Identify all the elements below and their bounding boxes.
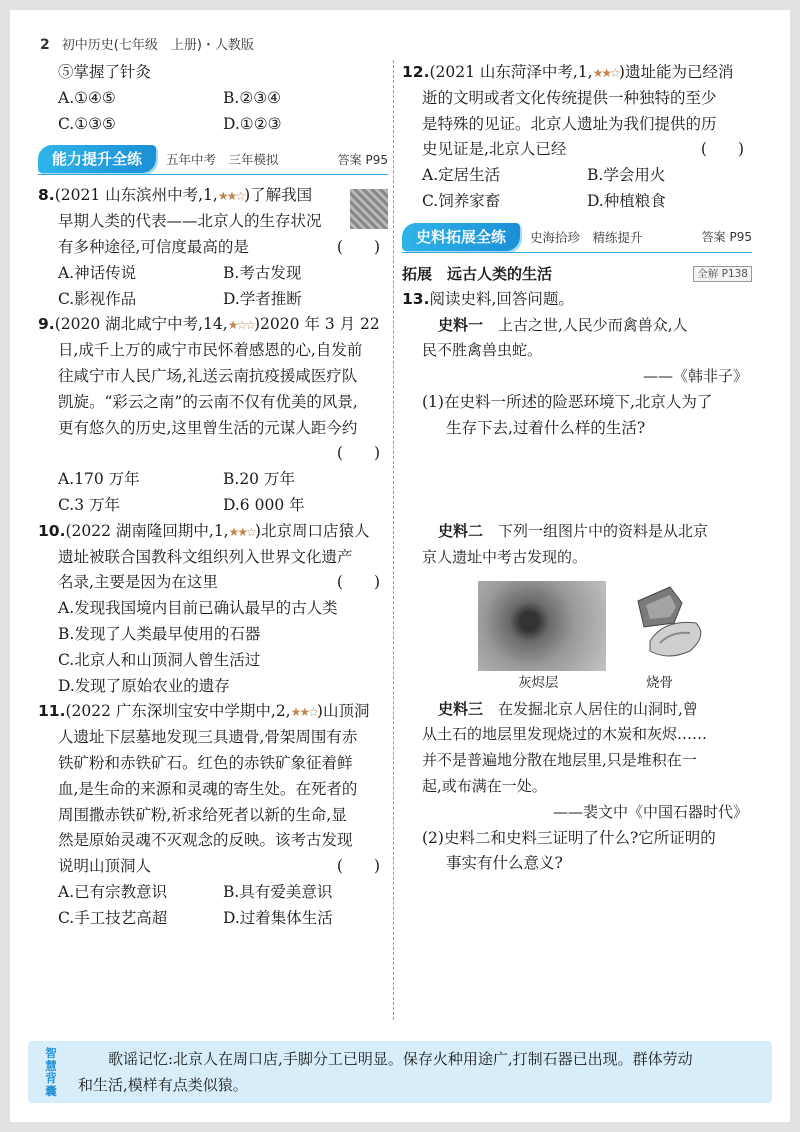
- section-banner-ability: [38, 143, 388, 175]
- question-9: [38, 312, 388, 518]
- question-number: 12.: [402, 63, 430, 81]
- option-c[interactable]: C.手工技艺高超: [58, 908, 168, 927]
- qr-code-icon[interactable]: [350, 189, 388, 229]
- difficulty-star-icon: ★☆☆: [227, 318, 254, 333]
- question-stem: 往咸宁市人民广场,礼送云南抗疫援咸医疗队: [58, 366, 358, 385]
- source-1-text: 民不胜禽兽虫蛇。: [422, 341, 543, 360]
- difficulty-star-icon: ★★☆: [290, 705, 317, 720]
- page-number: 2: [40, 37, 50, 53]
- question-stem: 有多种途径,可信度最高的是 ( ): [38, 235, 388, 261]
- section-banner-sources: [402, 221, 752, 253]
- option-d[interactable]: D.学者推断: [223, 289, 302, 308]
- banner-title: 能力提升全练: [38, 145, 156, 173]
- q8-options: [38, 261, 388, 287]
- question-number: 9.: [38, 315, 55, 334]
- banner-subtitle: 五年中考 三年模拟: [166, 152, 279, 168]
- option-a[interactable]: A.发现我国境内目前已确认最早的古人类: [58, 599, 338, 618]
- question-stem: 是特殊的见证。北京人遗址为我们提供的历: [422, 114, 717, 133]
- q7-options: [38, 86, 388, 112]
- figure-caption: 灰烬层: [518, 674, 559, 691]
- answer-space[interactable]: [402, 467, 752, 493]
- option-d[interactable]: D.过着集体生活: [223, 908, 333, 927]
- question-stem: 然是原始灵魂不灭观念的反映。该考古发现: [58, 831, 353, 850]
- q12-options-2: [402, 189, 752, 215]
- option-c[interactable]: C.3 万年: [58, 495, 121, 514]
- answer-blank[interactable]: ( ): [336, 573, 380, 592]
- question-12: [402, 60, 752, 215]
- question-stem: 凯旋。“彩云之南”的云南不仅有优美的风景,: [58, 392, 358, 411]
- full-solution-ref[interactable]: 全解 P138: [693, 266, 752, 282]
- topic-title: 拓展 远古人类的生活: [402, 264, 553, 283]
- question-11: [38, 699, 388, 931]
- question-stem: 逝的文明或者文化传统提供一种独特的至少: [422, 88, 717, 107]
- option-b[interactable]: B.具有爱美意识: [223, 882, 333, 901]
- subquestion-1: (1)在史料一所述的险恶环境下,北京人为了: [422, 392, 713, 411]
- option-d[interactable]: D.①②③: [223, 114, 282, 133]
- option-b[interactable]: B.考古发现: [223, 263, 302, 282]
- right-column: [402, 60, 752, 877]
- source-2: 史料二 下列一组图片中的资料是从北京: [438, 521, 709, 540]
- option-a[interactable]: A.①④⑤: [58, 88, 116, 107]
- option-c[interactable]: C.北京人和山顶洞人曾生活过: [58, 650, 261, 669]
- tip-box: [28, 1041, 772, 1103]
- source-3-citation: ——裴文中《中国石器时代》: [552, 802, 748, 821]
- option-a[interactable]: A.定居生活: [422, 166, 501, 185]
- subquestion-2-cont: 事实有什么意义?: [446, 854, 563, 873]
- question-stem-start: )遗址能为已经消: [618, 63, 734, 81]
- answer-space[interactable]: [402, 493, 752, 519]
- question-stem: 周围撒赤铁矿粉,祈求给死者以新的生命,显: [58, 805, 347, 824]
- question-stem-start: )了解我国: [244, 186, 313, 205]
- page-header: [40, 34, 254, 53]
- banner-underline: [38, 174, 388, 175]
- question-source: (2021 山东滨州中考,1,: [54, 186, 218, 205]
- question-stem: 遗址被联合国教科文组织列入世界文化遗产: [58, 547, 353, 566]
- question-source: (2022 广东深圳宝安中学期中,2,: [65, 702, 291, 721]
- answer-row: [38, 441, 388, 467]
- question-stem-start: )2020 年 3 月 22: [253, 315, 380, 334]
- banner-title: 史料拓展全练: [402, 223, 520, 251]
- answer-blank[interactable]: ( ): [336, 444, 380, 463]
- page: [10, 10, 790, 1122]
- option-c[interactable]: C.①③⑤: [58, 114, 116, 133]
- option-a[interactable]: A.170 万年: [58, 470, 140, 489]
- q8-options-2: [38, 287, 388, 313]
- question-stem: 人遗址下层墓地发现三具遗骨,骨架周围有赤: [58, 728, 358, 747]
- option-c[interactable]: C.影视作品: [58, 289, 137, 308]
- figure-group: [402, 575, 752, 697]
- option-b[interactable]: B.发现了人类最早使用的石器: [58, 624, 261, 643]
- option-a[interactable]: A.神话传说: [58, 263, 137, 282]
- option-d[interactable]: D.种植粮食: [587, 191, 666, 210]
- question-number: 13.: [402, 289, 430, 308]
- question-13: [402, 287, 752, 877]
- option-b[interactable]: B.学会用火: [587, 166, 666, 185]
- answer-ref[interactable]: 答案 P95: [701, 230, 752, 245]
- tip-line: 和生活,模样有点类似猿。: [78, 1076, 248, 1094]
- source-2-text: 京人遗址中考古发现的。: [422, 547, 588, 566]
- q11-options-2: [38, 906, 388, 932]
- source-label: 史料三: [438, 699, 484, 718]
- source-1-citation: ——《韩非子》: [642, 367, 748, 386]
- question-stem: 更有悠久的历史,这里曾生活的元谋人距今约: [58, 418, 358, 437]
- option-d[interactable]: D.发现了原始农业的遗存: [58, 676, 230, 695]
- question-source: (2022 湖南隆回期中,1,: [65, 521, 229, 540]
- difficulty-star-icon: ★★☆: [228, 524, 255, 539]
- source-3-text: 并不是普遍地分散在地层里,只是堆积在一: [422, 751, 697, 770]
- option-b[interactable]: B.②③④: [223, 88, 282, 107]
- option-d[interactable]: D.6 000 年: [223, 495, 305, 514]
- source-3-text: 从土石的地层里发现烧过的木炭和灰烬……: [422, 725, 708, 744]
- answer-blank[interactable]: ( ): [700, 140, 744, 159]
- question-stem: 说明山顶洞人 ( ): [38, 854, 388, 880]
- question-stem: 史见证是,北京人已经 ( ): [402, 137, 752, 163]
- question-stem: 铁矿粉和赤铁矿石。红色的赤铁矿象征着鲜: [58, 753, 353, 772]
- question-number: 8.: [38, 186, 55, 205]
- answer-blank[interactable]: ( ): [336, 857, 380, 876]
- question-8: [38, 183, 388, 312]
- difficulty-star-icon: ★★☆: [592, 66, 619, 80]
- q7-option-5: ⑤掌握了针灸: [58, 63, 152, 81]
- tip-text: [78, 1046, 768, 1098]
- source-label: 史料二: [438, 521, 484, 540]
- question-10: [38, 519, 388, 700]
- question-stem-start: )北京周口店猿人: [254, 521, 370, 540]
- column-divider: [393, 60, 394, 1020]
- tip-tag: 智慧背囊: [45, 1046, 57, 1098]
- source-label: 史料一: [438, 315, 484, 334]
- figure-caption: 烧骨: [646, 674, 673, 691]
- question-stem: 血,是生命的来源和灵魂的寄生处。在死者的: [58, 779, 358, 798]
- difficulty-star-icon: ★★☆: [217, 189, 245, 204]
- answer-blank[interactable]: ( ): [336, 237, 380, 256]
- source-1: 史料一 上古之世,人民少而禽兽众,人: [438, 315, 688, 334]
- question-source: (2021 山东菏泽中考,1,: [429, 63, 593, 81]
- topic-heading: [402, 261, 752, 287]
- source-3-text: 起,或布满在一处。: [422, 776, 547, 795]
- book-title: 初中历史(七年级 上册)・人教版: [61, 38, 254, 53]
- option-c[interactable]: C.饲养家畜: [422, 191, 501, 210]
- question-stem: 阅读史料,回答问题。: [429, 289, 574, 308]
- answer-space[interactable]: [402, 442, 752, 468]
- left-column: [38, 60, 388, 932]
- ash-layer-photo: [478, 581, 606, 671]
- answer-ref[interactable]: 答案 P95: [337, 152, 388, 167]
- banner-subtitle: 史海拾珍 精练提升: [530, 229, 643, 245]
- option-a[interactable]: A.已有宗教意识: [58, 882, 168, 901]
- q12-options: [402, 163, 752, 189]
- q7-options-2: [38, 112, 388, 138]
- banner-underline: [402, 252, 752, 253]
- question-stem: 早期人类的代表——北京人的生存状况: [58, 212, 322, 231]
- question-number: 10.: [38, 521, 66, 540]
- burnt-bone-photo: [630, 583, 710, 665]
- source-3: 史料三 在发掘北京人居住的山洞时,曾: [438, 699, 698, 718]
- q9-options-2: [38, 493, 388, 519]
- question-number: 11.: [38, 702, 66, 721]
- question-stem: 日,成千上万的咸宁市民怀着感恩的心,自发前: [58, 341, 363, 360]
- question-source: (2020 湖北咸宁中考,14,: [54, 315, 228, 334]
- q11-options: [38, 880, 388, 906]
- question-stem: 名录,主要是因为在这里 ( ): [38, 570, 388, 596]
- subquestion-1-cont: 生存下去,过着什么样的生活?: [446, 418, 646, 437]
- tip-line: 歌谣记忆:北京人在周口店,手脚分工已明显。保存火种用途广,打制石器已出现。群体劳动: [78, 1050, 693, 1068]
- option-b[interactable]: B.20 万年: [223, 470, 295, 489]
- q9-options: [38, 467, 388, 493]
- subquestion-2: (2)史料二和史料三证明了什么?它所证明的: [422, 828, 716, 847]
- question-stem-start: )山顶洞: [316, 702, 370, 721]
